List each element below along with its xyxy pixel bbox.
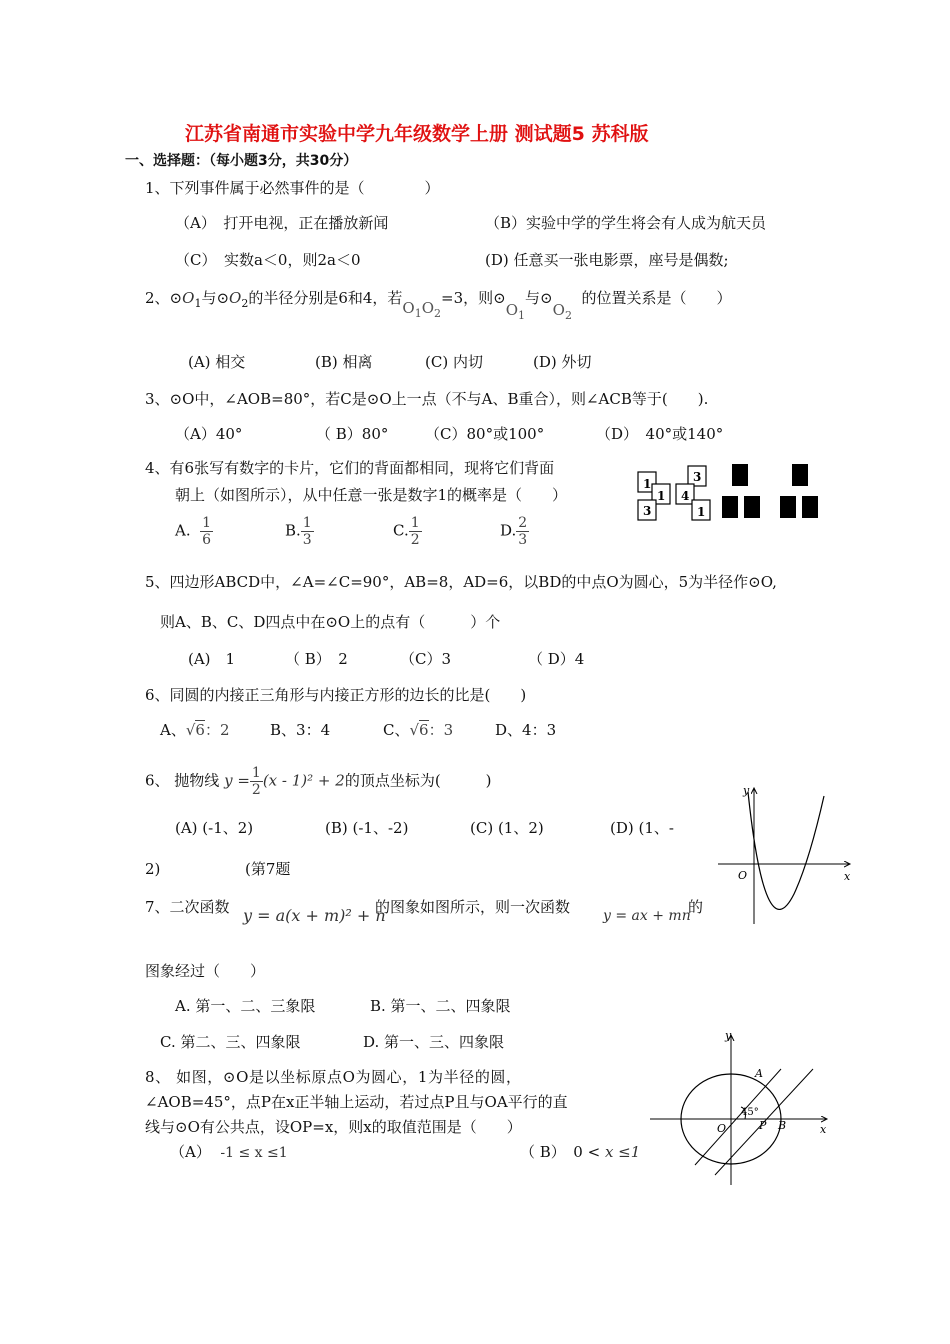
card-back — [780, 496, 796, 518]
card-back — [732, 464, 748, 486]
q5-stem-line2: 则A、B、C、D四点中在⊙O上的点有（ ）个 — [160, 613, 501, 631]
card-front — [692, 500, 710, 520]
q1-option-d: (D) 任意买一张电影票，座号是偶数; — [485, 251, 729, 269]
q1-option-c: （C） 实数a＜0，则2a＜0 — [175, 251, 361, 269]
q8-line3: 线与⊙O有公共点，设OP=x，则x的取值范围是（ ） — [145, 1118, 522, 1136]
q2-option-c: (C) 内切 — [425, 353, 483, 371]
card-back — [744, 496, 760, 518]
figure-7-parabola — [710, 782, 860, 927]
q4-option-b: B. $\frac{1}{3}$ — [285, 515, 312, 548]
q8-line2: ∠AOB=45°，点P在x正半轴上运动，若过点P且与OA平行的直 — [145, 1093, 568, 1111]
q7-stem: 7、二次函数 — [145, 898, 230, 916]
q3-option-b: （ B）80° — [316, 425, 389, 443]
q7-stem-end: 的 — [688, 898, 704, 916]
card-front — [638, 500, 656, 520]
q5-option-b: （ B） 2 — [285, 650, 348, 668]
svg-text:4: 4 — [681, 489, 690, 503]
q7-option-a: A. 第一、二、三象限 — [175, 997, 316, 1015]
svg-text:A: A — [755, 1067, 763, 1080]
q6b-option-d: (D) (1、- — [610, 819, 674, 837]
q2-option-a: (A) 相交 — [188, 353, 246, 371]
q2-option-d: (D) 外切 — [533, 353, 592, 371]
svg-text:P: P — [759, 1119, 767, 1132]
card-back — [722, 496, 738, 518]
parabola-curve — [748, 792, 824, 909]
svg-text:y: y — [725, 1029, 732, 1042]
q6b-option-c: (C) (1、2) — [470, 819, 544, 837]
q2-stem: 2、$⊙O_1$与$⊙O_2$的半径分别是6和4，若$O_1O_2=3$，则$⊙O_1$与$⊙O_2$ 的位置关系是（ ） — [145, 289, 732, 322]
q3-option-d: （D） 40°或140° — [596, 425, 724, 443]
svg-text:1: 1 — [643, 477, 652, 491]
q4-option-d: D. $\frac{2}{3}$ — [500, 515, 528, 548]
q1-option-a: （A） 打开电视，正在播放新闻 — [175, 214, 389, 232]
q6-option-b: B、3：4 — [270, 721, 331, 739]
svg-text:1: 1 — [657, 489, 666, 503]
card-front — [676, 484, 694, 504]
svg-text:y: y — [743, 784, 750, 797]
figure-8-circle — [645, 1025, 845, 1195]
q2-option-b: (B) 相离 — [315, 353, 373, 371]
card-back — [792, 464, 808, 486]
svg-text:1: 1 — [697, 505, 706, 519]
q6-option-c: C、√6：3 — [383, 721, 454, 739]
q4-option-c: C. $\frac{1}{2}$ — [393, 515, 420, 548]
q4-stem-line1: 4、有6张写有数字的卡片，它们的背面都相同，现将它们背面 — [145, 459, 555, 477]
q3-option-c: （C）80°或100° — [425, 425, 545, 443]
q3-stem: 3、⊙O中，∠AOB=80°，若C是⊙O上一点（不与A、B重合），则∠ACB等于( ). — [145, 390, 709, 408]
figure-7-note: (第7题 — [245, 860, 291, 878]
q8-option-a: （A） -1 ≤ x ≤1 — [170, 1143, 288, 1161]
q5-option-a: (A) 1 — [188, 650, 236, 668]
q4-option-a: A. $\frac{1}{6}$ — [175, 515, 212, 548]
svg-text:45°: 45° — [741, 1107, 759, 1118]
q4-stem-line2: 朝上（如图所示），从中任意一张是数字1的概率是（ ） — [175, 486, 568, 504]
q6b-option-b: (B) (-1、-2) — [325, 819, 409, 837]
q8-line1: 8、 如图，⊙O是以坐标原点O为圆心，1为半径的圆， — [145, 1068, 522, 1086]
svg-text:B: B — [778, 1119, 787, 1132]
q7-stem-mid: 的图象如图所示，则一次函数 — [375, 898, 571, 916]
svg-text:x: x — [820, 1123, 827, 1136]
q7-stem-line2: 图象经过（ ） — [145, 962, 266, 980]
section-heading: 一、选择题：（每小题3分，共30分） — [125, 153, 358, 169]
q8-option-b: （ B） 0 < x ≤1 — [520, 1143, 641, 1161]
svg-text:x: x — [844, 870, 851, 883]
q5-stem-line1: 5、四边形ABCD中，∠A=∠C=90°，AB=8，AD=6，以BD的中点O为圆心，5为半径作⊙O, — [145, 573, 777, 591]
q3-option-a: （A）40° — [175, 425, 243, 443]
q7-option-b: B. 第一、二、四象限 — [370, 997, 511, 1015]
q6b-stem: 6、 抛物线 y = $\frac{1}{2}$ (x - 1)² + 2的顶点坐标为( ) — [145, 765, 492, 798]
q6-option-d: D、4：3 — [495, 721, 557, 739]
card-back — [802, 496, 818, 518]
q5-option-c: （C）3 — [400, 650, 452, 668]
q7-option-d: D. 第一、三、四象限 — [363, 1033, 505, 1051]
q7-formula-1: y = a(x + m)² + n — [243, 906, 386, 925]
svg-text:O: O — [717, 1122, 727, 1135]
q6b-option-d-cont: 2) — [145, 860, 161, 878]
svg-text:O: O — [738, 869, 748, 882]
q1-stem: 1、下列事件属于必然事件的是（ ） — [145, 179, 440, 197]
q5-option-d: （ D）4 — [528, 650, 585, 668]
q6b-option-a: (A) (-1、2) — [175, 819, 254, 837]
q4-cards-figure — [630, 460, 830, 530]
page-title: 江苏省南通市实验中学九年级数学上册 测试题5 苏科版 — [185, 123, 649, 145]
q7-formula-2: y = ax + mn — [603, 908, 691, 924]
q6-option-a: A、√6：2 — [160, 721, 230, 739]
svg-text:3: 3 — [693, 470, 702, 484]
q6-stem: 6、同圆的内接正三角形与内接正方形的边长的比是( ) — [145, 686, 527, 704]
svg-text:3: 3 — [643, 504, 652, 518]
q1-option-b: （B）实验中学的学生将会有人成为航天员 — [485, 214, 767, 232]
card-front — [688, 466, 706, 486]
q7-option-c: C. 第二、三、四象限 — [160, 1033, 301, 1051]
